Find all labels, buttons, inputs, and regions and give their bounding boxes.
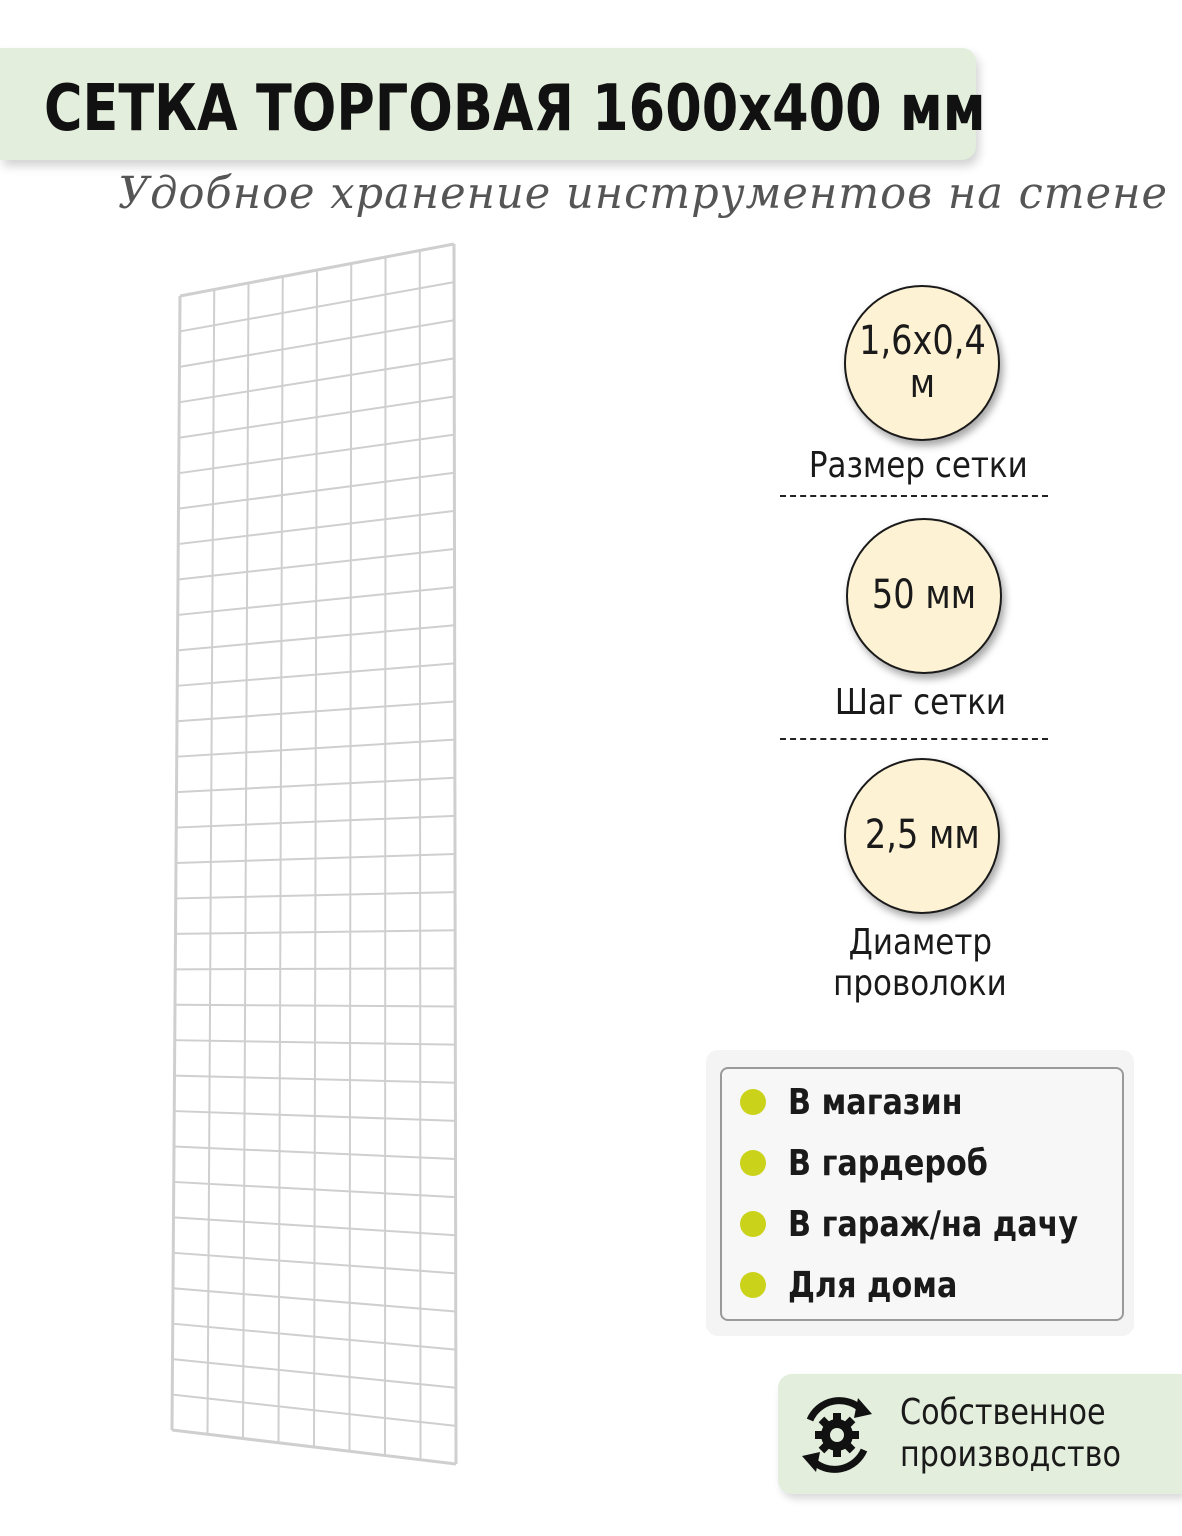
page-title: СЕТКА ТОРГОВАЯ 1600х400 мм [44,72,986,146]
gear-cycle-icon [792,1390,882,1480]
spec-label: Размер сетки [808,445,1028,486]
spec-circle [844,285,1000,441]
spec-label: Шаг сетки [834,682,1006,723]
list-item: В гараж/на дачу [740,1202,1133,1246]
page-subtitle: Удобное хранение инструментов на стене [118,168,1168,219]
list-item: Для дома [740,1263,990,1307]
list-item: В гардероб [740,1141,1026,1185]
bullet-icon [740,1272,766,1298]
spec-value-unit: м [909,361,935,407]
spec-label: Диаметр проволоки [833,922,1007,1005]
spec-circle [846,518,1002,674]
bullet-icon [740,1089,766,1115]
spec-value: 2,5 мм [864,812,980,859]
spec-value: 50 мм [871,572,977,619]
spec-value: 1,6х0,4 [858,317,986,364]
title-banner [0,48,986,160]
bullet-icon [740,1150,766,1176]
divider [780,495,1048,497]
bullet-icon [740,1211,766,1237]
production-text: Собственное производство [900,1392,1121,1476]
list-item: В магазин [740,1080,996,1124]
wire-mesh-grid-icon [160,230,480,1470]
divider [780,738,1048,740]
spec-circle [844,758,1000,914]
